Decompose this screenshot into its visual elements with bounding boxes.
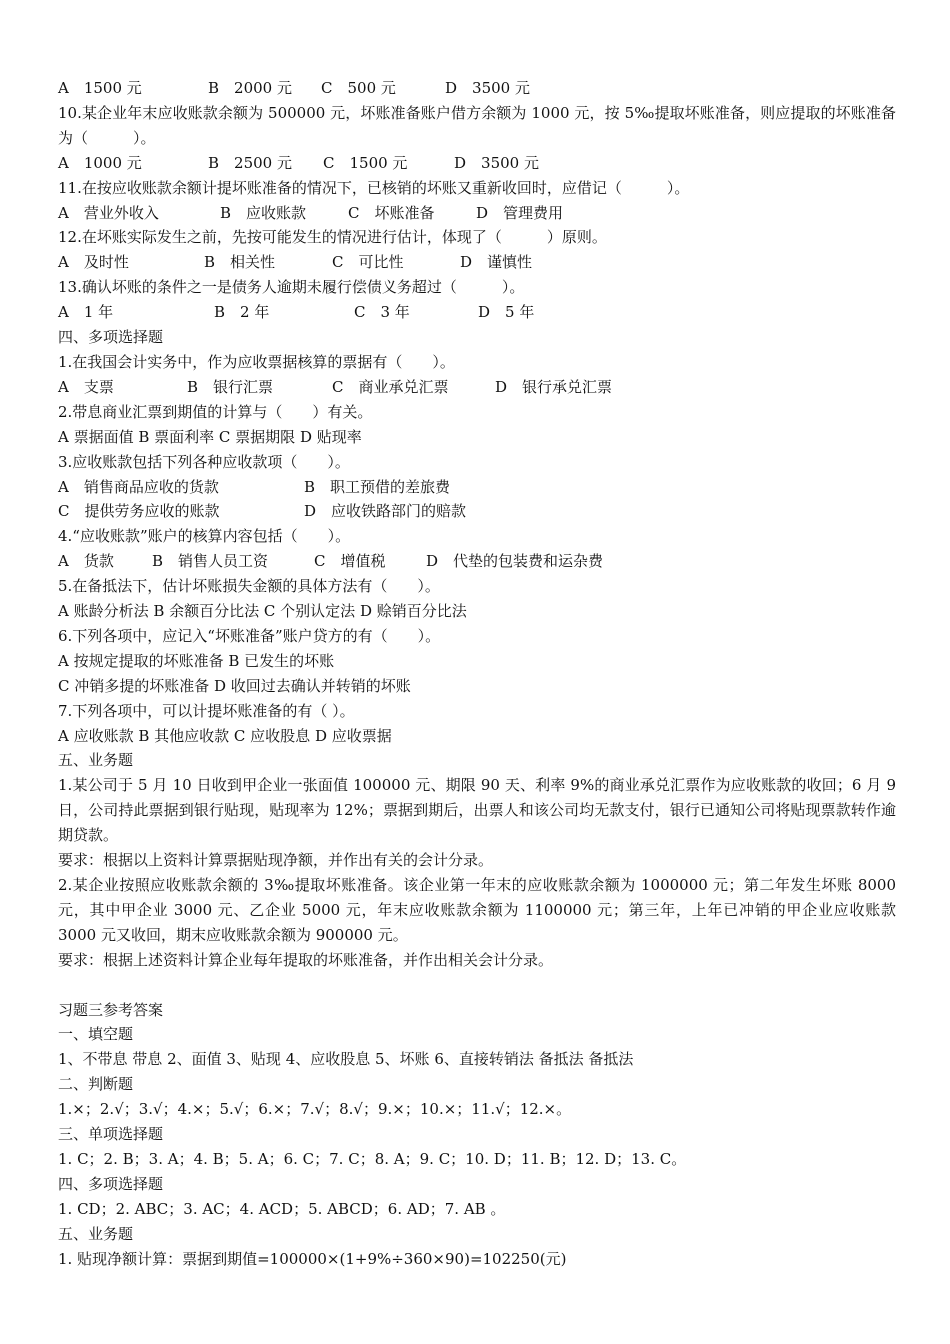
answers-s3-text: 1. C；2. B；3. A；4. B；5. A；6. C；7. C；8. A；9. C；10. D；11. B；12. D；13. C。: [58, 1149, 687, 1168]
m2-options: A 票据面值 B 票面利率 C 票据期限 D 贴现率: [58, 427, 362, 446]
m4-option-a: A 货款: [58, 552, 114, 571]
answers-s1-title: 一、填空题: [58, 1025, 134, 1044]
q11-option-b: B 应收账款: [220, 203, 307, 222]
m1-option-d: D 银行承兑汇票: [495, 377, 613, 396]
document-page: [58, 76, 896, 1271]
m7-text: 7.下列各项中，可以计提坏账准备的有（ ）。: [58, 701, 355, 720]
q10-option-a: A 1000 元: [58, 153, 142, 172]
m3-text: 3.应收账款包括下列各种应收款项（ ）。: [58, 452, 350, 471]
q13-option-a: A 1 年: [58, 303, 114, 322]
m5-text: 5.在备抵法下，估计坏账损失金额的具体方法有（ ）。: [58, 577, 440, 596]
m7-options: A 应收账款 B 其他应收款 C 应收股息 D 应收票据: [58, 726, 392, 745]
m4-option-d: D 代垫的包装费和运杂费: [426, 552, 604, 571]
m3-options-row2: [58, 499, 896, 524]
q12-option-b: B 相关性: [204, 253, 276, 272]
q13-text: 13.确认坏账的条件之一是债务人逾期未履行偿债义务超过（ ）。: [58, 278, 525, 297]
m3-option-d: D 应收铁路部门的赔款: [304, 502, 467, 521]
answers-s3-title: 三、单项选择题: [58, 1125, 164, 1144]
q13-option-d: D 5 年: [478, 303, 535, 322]
q12-text: 12.在坏账实际发生之前，先按可能发生的情况进行估计，体现了（ ）原则。: [58, 228, 607, 247]
q12-options: [58, 250, 896, 275]
q11-option-a: A 营业外收入: [58, 203, 159, 222]
m4-text: 4.“应收账款”账户的核算内容包括（ ）。: [58, 527, 351, 546]
m3-options-row1: [58, 475, 896, 500]
m3-option-a: A 销售商品应收的货款: [58, 477, 219, 496]
q12-option-a: A 及时性: [58, 253, 129, 272]
b1-text: 1.某公司于 5 月 10 日收到甲企业一张面值 100000 元、期限 90 天、利率 9%的商业承兑汇票作为应收账款的收回；6 月 9 日，公司持此票据到银行贴现，贴现率为 12%；票据到期后，出票人和该公司均无款支付，银行已通知公司将贴现票款转作逾期贷款。: [58, 776, 896, 845]
q10-option-d: D 3500 元: [454, 153, 539, 172]
m3-option-b: B 职工预借的差旅费: [304, 477, 451, 496]
q9-options: [58, 76, 896, 101]
m4-option-b: B 销售人员工资: [152, 552, 269, 571]
section-5-title: 五、业务题: [58, 751, 134, 770]
m1-option-a: A 支票: [58, 377, 114, 396]
q9-option-b: B 2000 元: [208, 79, 292, 97]
answers-s4-text: 1. CD；2. ABC；3. AC；4. ACD；5. ABCD；6. AD；7. AB 。: [58, 1199, 506, 1218]
answers-s1-text: 1、不带息 带息 2、面值 3、贴现 4、应收股息 5、坏账 6、直接转销法 备抵法 备抵法: [58, 1050, 634, 1069]
m3-option-c: C 提供劳务应收的账款: [58, 502, 220, 521]
m1-option-b: B 银行汇票: [187, 377, 274, 396]
q10-options: [58, 151, 896, 176]
q10-text: 10.某企业年末应收账款余额为 500000 元，坏账准备账户借方余额为 1000 元，按 5‰提取坏账准备，则应提取的坏账准备为（ ）。: [58, 103, 896, 147]
m4-options: [58, 549, 896, 574]
answers-s5-title: 五、业务题: [58, 1224, 134, 1243]
m1-options: [58, 375, 896, 400]
b2-requirement: 要求：根据上述资料计算企业每年提取的坏账准备，并作出相关会计分录。: [58, 950, 554, 969]
m2-text: 2.带息商业汇票到期值的计算与（ ）有关。: [58, 402, 373, 421]
b1-requirement: 要求：根据以上资料计算票据贴现净额，并作出有关的会计分录。: [58, 851, 494, 870]
m6-options-row1: A 按规定提取的坏账准备 B 已发生的坏账: [58, 651, 335, 670]
m1-text: 1.在我国会计实务中，作为应收票据核算的票据有（ ）。: [58, 352, 455, 371]
m1-option-c: C 商业承兑汇票: [332, 377, 449, 396]
answers-s5-text: 1. 贴现净额计算：票据到期值=100000×(1+9%÷360×90)=102250(元): [58, 1249, 567, 1268]
m4-option-c: C 增值税: [314, 552, 386, 571]
q9-option-d: D 3500 元: [445, 79, 530, 97]
q13-options: [58, 300, 896, 325]
q11-text: 11.在按应收账款余额计提坏账准备的情况下，已核销的坏账又重新收回时，应借记（ ）。: [58, 178, 690, 197]
q10-option-c: C 1500 元: [323, 153, 408, 172]
q13-option-b: B 2 年: [214, 303, 270, 322]
q12-option-d: D 谨慎性: [460, 253, 533, 272]
q11-options: [58, 201, 896, 226]
answers-title: 习题三参考答案: [58, 1000, 164, 1019]
q10-option-b: B 2500 元: [208, 153, 292, 172]
q12-option-c: C 可比性: [332, 253, 404, 272]
q11-option-d: D 管理费用: [476, 203, 564, 222]
blank-line: [58, 973, 896, 998]
q13-option-c: C 3 年: [354, 303, 410, 322]
m6-text: 6.下列各项中，应记入“坏账准备”账户贷方的有（ ）。: [58, 626, 441, 645]
q11-option-c: C 坏账准备: [348, 203, 435, 222]
m6-options-row2: C 冲销多提的坏账准备 D 收回过去确认并转销的坏账: [58, 676, 411, 695]
b2-text: 2.某企业按照应收账款余额的 3‰提取坏账准备。该企业第一年末的应收账款余额为 1000000 元；第二年发生坏账 8000 元，其中甲企业 3000 元、乙企业 5000 元，年末应收账款余额为 1100000 元；第三年，上年已冲销的甲企业应收账款 3000 元又收回，期末应收账款余额为 900000 元。: [58, 876, 896, 944]
m5-options: A 账龄分析法 B 余额百分比法 C 个别认定法 D 赊销百分比法: [58, 602, 467, 621]
answers-s4-title: 四、多项选择题: [58, 1174, 164, 1193]
answers-s2-title: 二、判断题: [58, 1075, 134, 1094]
section-4-title: 四、多项选择题: [58, 328, 164, 347]
q9-option-a: A 1500 元: [58, 79, 142, 97]
q9-option-c: C 500 元: [321, 79, 396, 97]
answers-s2-text: 1.×；2.√；3.√；4.×；5.√；6.×；7.√；8.√；9.×；10.×；11.√；12.×。: [58, 1100, 572, 1119]
